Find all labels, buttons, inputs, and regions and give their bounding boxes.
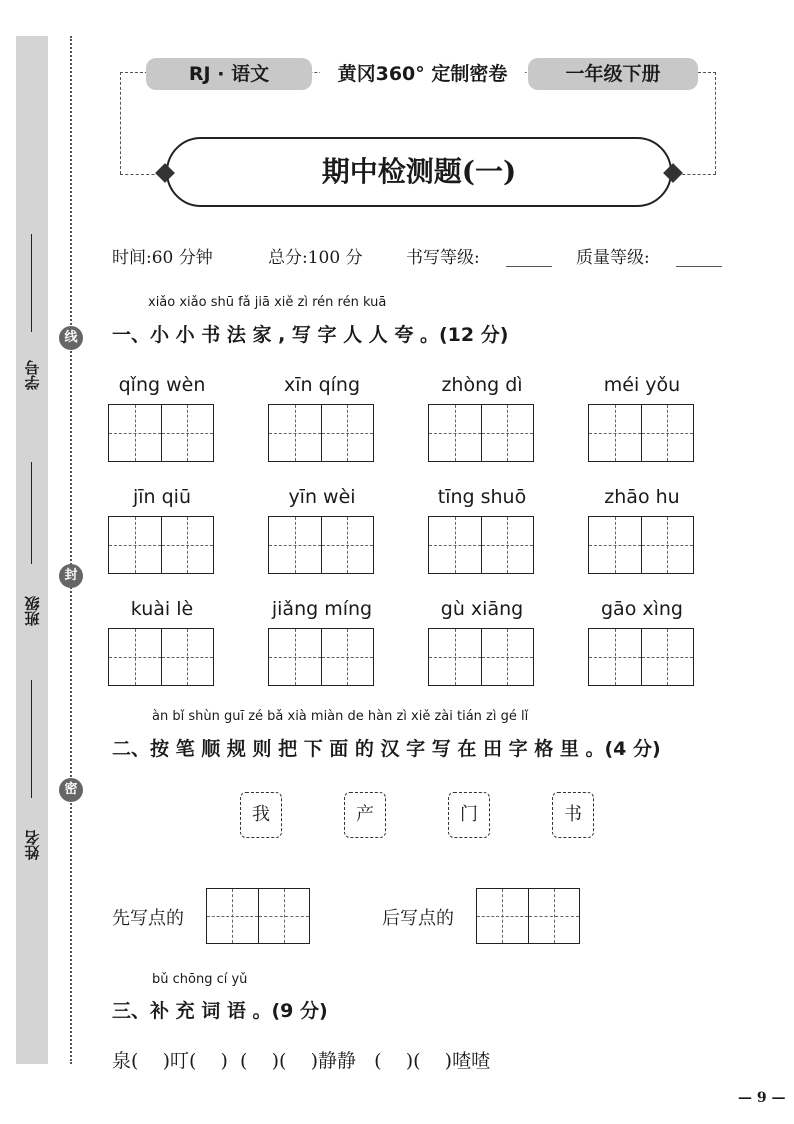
student-id-line (31, 234, 32, 332)
tianzige-box[interactable] (588, 404, 694, 462)
section3-pinyin: bǔ chōng cí yǔ (152, 972, 248, 987)
tianzige-box[interactable] (428, 516, 534, 574)
seal-secret-mark: 密 (59, 778, 83, 802)
dot-first-label: 先写点的 (112, 908, 184, 929)
stroke-char-box: 产 (344, 792, 386, 838)
word-pinyin: zhòng dì (441, 374, 523, 396)
word-pinyin: jiǎng míng (271, 598, 373, 620)
brand-title: 黄冈360° 定制密卷 (320, 58, 525, 90)
tianzige-box[interactable] (428, 404, 534, 462)
page-number: — 9 — (738, 1090, 786, 1106)
subject-tag: RJ · 语文 (146, 58, 312, 90)
dot-last-tianzige[interactable] (476, 888, 580, 944)
grade-tag: 一年级下册 (528, 58, 698, 90)
exam-total-score: 总分:100 分 (268, 248, 363, 268)
class-label: 班级 (23, 596, 42, 626)
exam-time: 时间:60 分钟 (112, 248, 213, 268)
section2-title: 二、按 笔 顺 规 则 把 下 面 的 汉 字 写 在 田 字 格 里 。(4 分) (112, 738, 661, 760)
fill-in-words[interactable]: 泉( )叮( ) ( )( )静静 ( )( )喳喳 (112, 1050, 491, 1072)
tianzige-box[interactable] (588, 516, 694, 574)
word-pinyin: tīng shuō (437, 486, 527, 508)
stroke-char-box: 我 (240, 792, 282, 838)
tianzige-box[interactable] (428, 628, 534, 686)
word-pinyin: xīn qíng (283, 374, 361, 396)
stroke-char-box: 门 (448, 792, 490, 838)
seal-dotted-line (70, 36, 72, 1064)
tianzige-box[interactable] (268, 516, 374, 574)
name-label: 姓名 (23, 830, 42, 860)
tianzige-box[interactable] (268, 628, 374, 686)
word-pinyin: gù xiāng (440, 598, 524, 620)
class-line (31, 462, 32, 564)
dot-last-label: 后写点的 (382, 908, 454, 929)
seal-seal-mark: 封 (59, 564, 83, 588)
student-id-label: 学号 (23, 360, 42, 390)
tianzige-box[interactable] (588, 628, 694, 686)
stroke-char-box: 书 (552, 792, 594, 838)
section3-title: 三、补 充 词 语 。(9 分) (112, 1000, 328, 1022)
quality-grade-label: 质量等级: (576, 248, 650, 268)
tianzige-box[interactable] (108, 516, 214, 574)
seal-line-mark: 线 (59, 326, 83, 350)
binding-margin (16, 36, 48, 1064)
word-pinyin: gāo xìng (601, 598, 683, 620)
page-title: 期中检测题(一) (321, 155, 517, 188)
writing-grade-blank[interactable] (506, 266, 552, 267)
word-pinyin: jīn qiū (132, 486, 192, 508)
section1-pinyin: xiǎo xiǎo shū fǎ jiā xiě zì rén rén kuā (148, 295, 387, 310)
section2-pinyin: àn bǐ shùn guī zé bǎ xià miàn de hàn zì xiě zài tián zì gé lǐ (152, 709, 529, 724)
word-pinyin: zhāo hu (604, 486, 680, 508)
name-line (31, 680, 32, 798)
word-pinyin: kuài lè (130, 598, 194, 620)
dot-first-tianzige[interactable] (206, 888, 310, 944)
word-pinyin: méi yǒu (603, 374, 681, 396)
section1-title: 一、小 小 书 法 家 , 写 字 人 人 夸 。(12 分) (112, 324, 509, 346)
tianzige-box[interactable] (268, 404, 374, 462)
word-pinyin: qǐng wèn (118, 374, 206, 396)
writing-grade-label: 书写等级: (406, 248, 480, 268)
tianzige-box[interactable] (108, 404, 214, 462)
quality-grade-blank[interactable] (676, 266, 722, 267)
tianzige-box[interactable] (108, 628, 214, 686)
word-pinyin: yīn wèi (288, 486, 356, 508)
